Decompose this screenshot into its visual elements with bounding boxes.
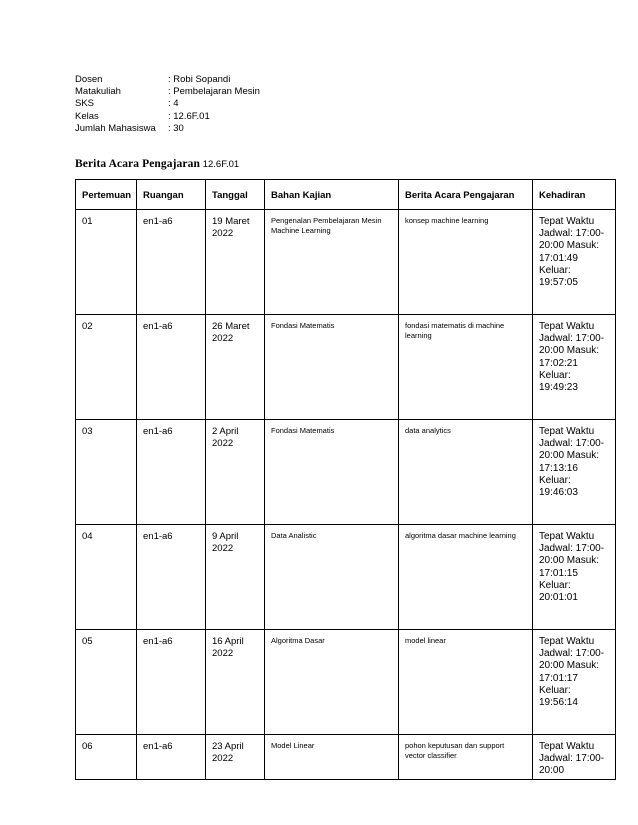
cell-bahan-kajian: Fondasi Matematis <box>265 315 399 420</box>
cell-berita-acara: fondasi matematis di machine learning <box>399 315 533 420</box>
cell-pertemuan: 01 <box>76 210 137 315</box>
cell-berita-acara: data analytics <box>399 420 533 525</box>
info-row-sks <box>75 98 260 110</box>
cell-tanggal: 19 Maret 2022 <box>206 210 265 315</box>
info-row-kelas <box>75 111 260 123</box>
teaching-record-table <box>75 179 616 780</box>
cell-pertemuan: 03 <box>76 420 137 525</box>
header-ruangan: Ruangan <box>137 180 206 210</box>
cell-kehadiran: Tepat Waktu Jadwal: 17:00-20:00 Masuk: 17:02:21 Keluar: 19:49:23 <box>533 315 616 420</box>
header-tanggal: Tanggal <box>206 180 265 210</box>
cell-ruangan: en1-a6 <box>137 525 206 630</box>
cell-ruangan: en1-a6 <box>137 630 206 735</box>
cell-berita-acara: pohon keputusan dan support vector classifier <box>399 735 533 780</box>
info-value: : 12.6F.01 <box>168 110 210 122</box>
cell-bahan-kajian: Data Analistic <box>265 525 399 630</box>
info-value: : Robi Sopandi <box>168 74 231 85</box>
cell-berita-acara: konsep machine learning <box>399 210 533 315</box>
cell-tanggal: 2 April 2022 <box>206 420 265 525</box>
cell-ruangan: en1-a6 <box>137 210 206 315</box>
info-label: Matakuliah <box>75 86 121 98</box>
info-row-jumlah-mahasiswa <box>75 123 260 135</box>
cell-ruangan: en1-a6 <box>137 315 206 420</box>
cell-kehadiran: Tepat Waktu Jadwal: 17:00-20:00 Masuk: 17:01:15 Keluar: 20:01:01 <box>533 525 616 630</box>
header-kehadiran: Kehadiran <box>533 180 616 210</box>
cell-pertemuan: 06 <box>76 735 137 780</box>
cell-tanggal: 9 April 2022 <box>206 525 265 630</box>
header-pertemuan: Pertemuan <box>76 180 137 210</box>
info-label: Dosen <box>75 74 103 85</box>
section-class-code: 12.6F.01 <box>202 159 240 170</box>
table-row <box>76 210 616 315</box>
cell-bahan-kajian: Algoritma Dasar <box>265 630 399 735</box>
cell-pertemuan: 02 <box>76 315 137 420</box>
cell-bahan-kajian: Pengenalan Pembelajaran Mesin Machine Learning <box>265 210 399 315</box>
cell-pertemuan: 04 <box>76 525 137 630</box>
info-value: : Pembelajaran Mesin <box>168 86 260 98</box>
info-label: SKS <box>75 98 95 110</box>
cell-bahan-kajian: Fondasi Matematis <box>265 420 399 525</box>
table-row <box>76 735 616 780</box>
info-label: Kelas <box>75 110 99 122</box>
section-heading <box>75 158 239 170</box>
info-row-matakuliah <box>75 86 260 98</box>
kehadiran-text: Tepat Waktu Jadwal: 17:00-20:00 <box>539 741 605 777</box>
header-bahan-kajian: Bahan Kajian <box>265 180 399 210</box>
cell-berita-acara: model linear <box>399 630 533 735</box>
cell-kehadiran: Tepat Waktu Jadwal: 17:00-20:00 Masuk: 17:13:16 Keluar: 19:46:03 <box>533 420 616 525</box>
table-row <box>76 315 616 420</box>
cell-kehadiran: Tepat Waktu Jadwal: 17:00-20:00 Masuk: 17:01:49 Keluar: 19:57:05 <box>533 210 616 315</box>
info-row-dosen <box>75 74 260 86</box>
cell-tanggal: 16 April 2022 <box>206 630 265 735</box>
cell-berita-acara: algoritma dasar machine learning <box>399 525 533 630</box>
table-row <box>76 525 616 630</box>
cell-bahan-kajian: Model Linear <box>265 735 399 780</box>
info-label: Jumlah Mahasiswa <box>75 122 156 134</box>
cell-tanggal: 26 Maret 2022 <box>206 315 265 420</box>
section-title: Berita Acara Pengajaran <box>75 158 200 170</box>
course-info <box>75 74 260 135</box>
header-berita-acara: Berita Acara Pengajaran <box>399 180 533 210</box>
cell-tanggal: 23 April 2022 <box>206 735 265 780</box>
cell-ruangan: en1-a6 <box>137 735 206 780</box>
table-header-row <box>76 180 616 210</box>
table-row <box>76 420 616 525</box>
info-value: : 30 <box>168 122 184 134</box>
info-value: : 4 <box>168 98 179 110</box>
cell-kehadiran <box>533 735 616 780</box>
table-row <box>76 630 616 735</box>
cell-ruangan: en1-a6 <box>137 420 206 525</box>
cell-pertemuan: 05 <box>76 630 137 735</box>
cell-kehadiran: Tepat Waktu Jadwal: 17:00-20:00 Masuk: 17:01:17 Keluar: 19:56:14 <box>533 630 616 735</box>
